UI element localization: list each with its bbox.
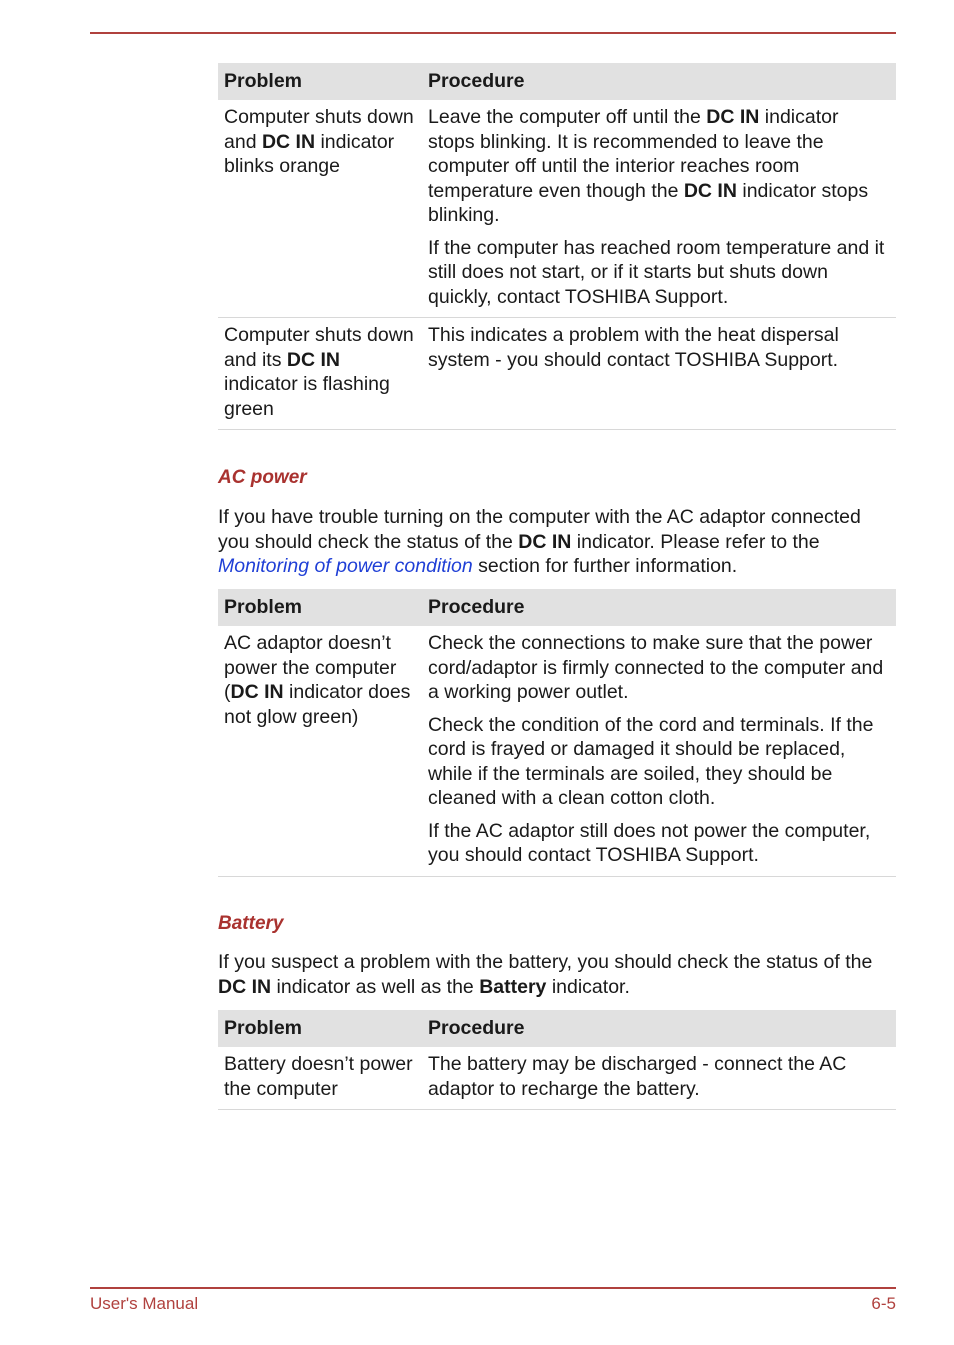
procedure-cell xyxy=(422,1047,896,1110)
procedure-column-header: Procedure xyxy=(422,63,896,100)
table-row xyxy=(218,318,896,430)
troubleshooting-table-dc-in xyxy=(218,63,896,430)
table xyxy=(218,1010,896,1110)
footer-rule xyxy=(90,1287,896,1289)
procedure-paragraph: Check the condition of the cord and terminals. If the cord is frayed or damaged it should be replaced, while if the terminals are soiled, they should be cleaned with a clean cotton cloth. xyxy=(428,713,874,809)
problem-column-header: Problem xyxy=(218,63,422,100)
monitoring-power-condition-link[interactable]: Monitoring of power condition xyxy=(218,555,473,577)
section-heading-ac-power: AC power xyxy=(218,467,307,488)
procedure-cell xyxy=(422,318,896,430)
footer-manual-title: User's Manual xyxy=(90,1294,199,1313)
header-rule xyxy=(90,32,896,34)
page-number: 6-5 xyxy=(871,1294,896,1313)
problem-cell: Battery doesn’t power the computer xyxy=(218,1047,422,1110)
procedure-column-header: Procedure xyxy=(422,589,896,626)
procedure-paragraph: The battery may be discharged - connect the AC adaptor to recharge the battery. xyxy=(428,1053,847,1100)
ac-power-section xyxy=(218,466,896,579)
table xyxy=(218,589,896,877)
battery-intro: If you suspect a problem with the battery, you should check the status of the DC IN indicator as well as the Battery indicator. xyxy=(218,951,873,998)
procedure-paragraph: Leave the computer off until the DC IN indicator stops blinking. It is recommended to leave the computer off until the interior reaches room temperature even though the DC IN indicator stops blinking. xyxy=(428,106,869,226)
procedure-paragraph: If the computer has reached room temperature and it still does not start, or if it starts but shuts down quickly, contact TOSHIBA Support. xyxy=(428,236,885,308)
procedure-column-header: Procedure xyxy=(422,1010,896,1047)
table-header-row xyxy=(218,1010,896,1047)
procedure-paragraph: Check the connections to make sure that the power cord/adaptor is firmly connected to the computer and a working power outlet. xyxy=(428,632,884,703)
table-row xyxy=(218,1047,896,1110)
problem-cell: Computer shuts down and DC IN indicator blinks orange xyxy=(218,100,422,318)
table-row xyxy=(218,626,896,876)
ac-power-intro: If you have trouble turning on the computer with the AC adaptor connected you should check the status of the DC IN indicator. Please refer to the Monitoring of power condition section for further information. xyxy=(218,506,861,577)
procedure-cell xyxy=(422,100,896,318)
table-header-row xyxy=(218,63,896,100)
troubleshooting-table-ac-power xyxy=(218,589,896,877)
table-header-row xyxy=(218,589,896,626)
troubleshooting-table-battery xyxy=(218,1010,896,1110)
table xyxy=(218,63,896,430)
procedure-paragraph: This indicates a problem with the heat dispersal system - you should contact TOSHIBA Support. xyxy=(428,324,839,371)
problem-cell: AC adaptor doesn’t power the computer (DC IN indicator does not glow green) xyxy=(218,626,422,876)
battery-section xyxy=(218,912,896,999)
problem-cell: Computer shuts down and its DC IN indicator is flashing green xyxy=(218,318,422,430)
problem-column-header: Problem xyxy=(218,1010,422,1047)
procedure-paragraph: If the AC adaptor still does not power the computer, you should contact TOSHIBA Support. xyxy=(428,819,871,866)
problem-column-header: Problem xyxy=(218,589,422,626)
section-heading-battery: Battery xyxy=(218,913,284,934)
table-row xyxy=(218,100,896,318)
procedure-cell xyxy=(422,626,896,876)
